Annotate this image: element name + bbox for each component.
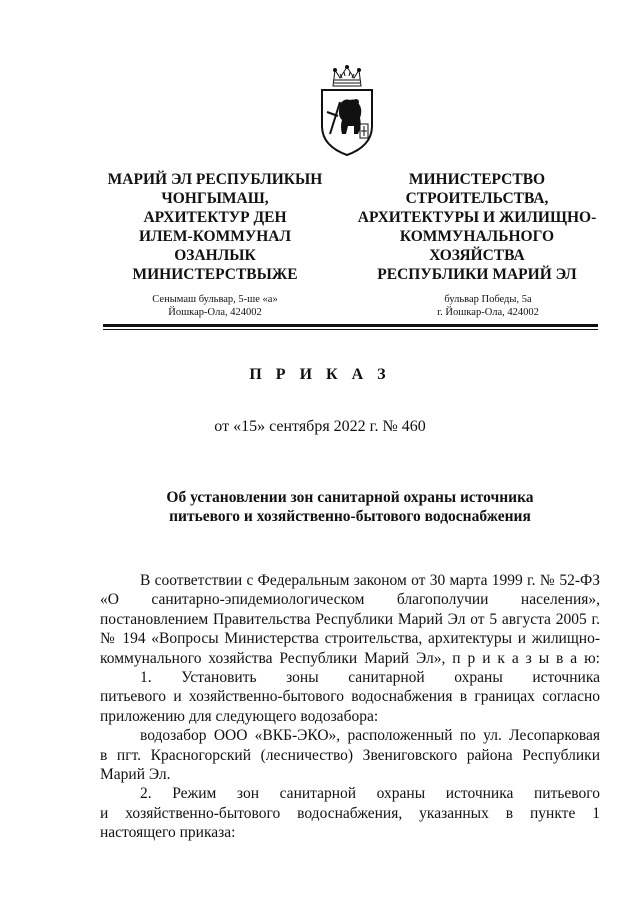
address-line: Сенымаш бульвар, 5-ше «а» xyxy=(152,294,278,305)
order-body xyxy=(100,571,600,842)
header-right-ministry-name xyxy=(352,170,602,284)
header-right-line: АРХИТЕКТУРЫ И ЖИЛИЩНО- xyxy=(357,209,597,226)
header-divider-thin xyxy=(103,329,598,330)
header-left-line: ОЗАНЛЫК xyxy=(174,247,256,264)
subject-line: питьевого и хозяйственно-бытового водоснабжения xyxy=(169,508,531,525)
coat-of-arms-emblem xyxy=(318,64,376,158)
header-left-line: ЧОНГЫМАШ, xyxy=(161,190,269,207)
body-line: Марий Эл. xyxy=(100,765,171,783)
header-right-line: МИНИСТЕРСТВО xyxy=(408,171,546,188)
header-right-line: СТРОИТЕЛЬСТВА, xyxy=(405,190,549,207)
header-divider-thick xyxy=(103,324,598,327)
body-line: питьевого и хозяйственно-бытового водоснабжения в границах согласно xyxy=(100,688,600,706)
body-line: в пгт. Красногорский (лесничество) Звениговского района Республики xyxy=(100,746,600,764)
crown-icon xyxy=(333,66,361,87)
header-right-address xyxy=(388,293,588,319)
body-line: В соответствии с Федеральным законом от 30 марта 1999 г. № 52-ФЗ xyxy=(140,572,600,589)
header-left-address xyxy=(130,293,300,319)
body-line: приложению для следующего водозабора: xyxy=(100,707,379,725)
header-left-line: МИНИСТЕРСТВЫЖЕ xyxy=(132,266,298,283)
order-date-number: от «15» сентября 2022 г. № 460 xyxy=(214,418,426,435)
order-title: П Р И К А З xyxy=(249,366,391,383)
body-line: и хозяйственно-бытового водоснабжения, указанных в пункте 1 xyxy=(100,804,600,822)
body-line: 1. Установить зоны санитарной охраны источника xyxy=(140,668,600,686)
body-line: постановлением Правительства Республики Марий Эл от 5 августа 2005 г. xyxy=(100,610,600,628)
body-line: водозабор ООО «ВКБ-ЭКО», расположенный по ул. Лесопарковая xyxy=(140,727,600,745)
body-line: настоящего приказа: xyxy=(100,824,236,842)
address-line: г. Йошкар-Ола, 424002 xyxy=(437,307,539,318)
header-left-line: МАРИЙ ЭЛ РЕСПУБЛИКЫН xyxy=(107,171,323,188)
body-line: «О санитарно-эпидемиологическом благополучии населения», xyxy=(100,591,600,609)
body-line: № 194 «Вопросы Министерства строительства, архитектуры и жилищно- xyxy=(100,630,600,648)
header-right-line: КОММУНАЛЬНОГО xyxy=(399,228,555,245)
address-line: Йошкар-Ола, 424002 xyxy=(168,307,262,318)
subject-line: Об установлении зон санитарной охраны источника xyxy=(166,489,534,506)
header-left-line: ИЛЕМ-КОММУНАЛ xyxy=(138,228,292,245)
header-left-ministry-name xyxy=(100,170,330,284)
body-line: коммунального хозяйства Республики Марий Эл», п р и к а з ы в а ю: xyxy=(100,649,600,667)
body-line: 2. Режим зон санитарной охраны источника питьевого xyxy=(140,785,600,803)
address-line: бульвар Победы, 5а xyxy=(444,294,532,305)
order-subject xyxy=(100,488,600,526)
header-left-line: АРХИТЕКТУР ДЕН xyxy=(143,209,287,226)
header-right-line: ХОЗЯЙСТВА xyxy=(429,247,525,264)
header-right-line: РЕСПУБЛИКИ МАРИЙ ЭЛ xyxy=(377,266,577,283)
